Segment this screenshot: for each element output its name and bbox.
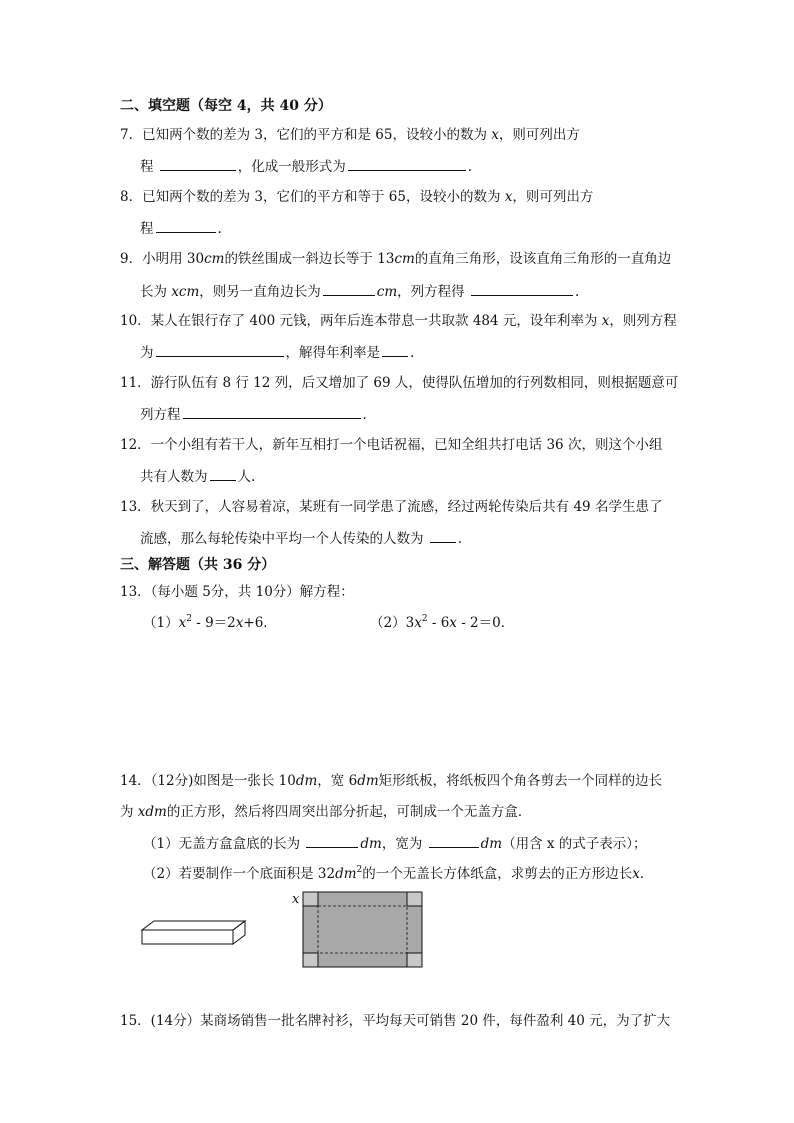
question-13-line-2 [140,529,462,548]
q14-answer-blank-width[interactable] [429,834,479,848]
q8-answer-blank[interactable] [156,219,216,233]
q14-p2-var-x: x [632,866,640,882]
q14-p2-a: （2）若要制作一个底面积是 32 [143,866,336,882]
q14-answer-blank-length[interactable] [306,834,358,848]
open-box-figure [138,918,248,948]
s13-p1-var-x: x [178,615,187,631]
q9-text-b: 的铁丝围成一斜边长等于 13 [224,251,395,267]
q11-text-c: . [362,407,367,423]
sheet-rectangle [303,892,422,967]
q9-unit-cm-3: cm [376,284,398,300]
q12-text-c: 人. [237,469,256,485]
question-7-line-2 [140,157,472,176]
section-2-heading: 二、填空题（每空 4，共 40 分） [120,98,332,114]
q9-var-xcm: xcm [171,284,200,300]
q7-text-e: . [467,159,473,175]
q10-text-a: 10．某人在银行存了 400 元钱，两年后连本带息一共取款 484 元，设年利率为 [120,313,598,329]
s13-p1-exponent: 2 [186,614,192,624]
question-10-line-2 [140,343,414,362]
question-14-part-1 [143,834,647,853]
question-10-line-1 [120,312,677,330]
corner-square-bottom-right [407,953,422,967]
s13-p2-exponent: 2 [421,614,428,624]
solve-13-part-2 [370,614,514,632]
q7-text-a: 7．已知两个数的差为 3，它们的平方和是 65，设较小的数为 [120,127,487,143]
question-8-line-1 [120,188,593,206]
s13-p2-mid: - 6 [427,615,450,631]
q10-text-c: 为 [140,345,154,361]
question-7-line-1 [120,126,580,144]
box-side-face [233,921,245,944]
s13-p2-var-x2: x [449,615,457,631]
s13-p2-end: - 2＝0． [456,615,515,631]
q7-answer-blank-2[interactable] [348,157,466,171]
q7-text-c: 程 [140,159,154,175]
corner-square-top-left [303,892,318,906]
q10-text-d: ，解得年利率是 [285,345,380,361]
s13-p1-var-x2: x [235,615,244,631]
s13-p1-pre: （1） [143,615,179,631]
q9-answer-blank-1[interactable] [323,282,375,296]
question-11-line-1 [120,374,678,392]
q9-text-a: 9．小明用 30 [120,251,205,267]
q10-answer-blank-2[interactable] [382,343,408,357]
solve-13-intro: 13．（每小题 5分，共 10分）解方程： [120,584,354,600]
box-top-rim [142,921,245,930]
q9-text-e: ，则另一直角边长为 [199,284,321,300]
q9-text-f: ，列方程得 [397,284,465,300]
s13-p2-var-x: x [414,615,422,631]
corner-square-bottom-left [303,953,318,967]
figure-x-label: x [292,892,300,907]
q14-unit-dm-4: dm [480,836,503,852]
q7-text-b: ，则可列出方 [498,127,580,143]
box-front-face [142,930,233,944]
q12-text-b: 共有人数为 [140,469,208,485]
s13-p1-end: +6． [243,615,277,631]
q13-text-c: . [457,531,463,547]
q9-answer-blank-2[interactable] [471,282,573,296]
q14-p1-c: （用含 x 的式子表示）； [502,836,647,852]
q10-text-e: . [410,345,415,361]
question-14-line-2 [120,803,531,821]
q9-unit-cm-2: cm [394,251,415,267]
q14-p2-b: 的一个无盖长方体纸盒，求剪去的正方形边长 [362,866,633,882]
cut-sheet-figure [302,891,424,969]
question-9-line-2 [140,282,579,301]
q10-text-b: ，则列方程 [609,313,677,329]
question-11-line-2 [140,405,367,424]
question-15-line-1: 15．(14分）某商场销售一批名牌衬衫，平均每天可销售 20 件，每件盈利 40 元，为了扩大 [120,1013,671,1029]
question-12-line-2 [140,467,255,486]
q13-text-a: 13．秋天到了，人容易着凉，某班有一同学患了流感，经过两轮传染后共有 49 名学生患了 [120,499,663,515]
question-14-part-2 [143,865,653,883]
q11-text-b: 列方程 [140,407,181,423]
q14-text-b: ，宽 6 [317,773,358,789]
q14-text-d: 为 [120,804,138,820]
q14-var-xdm: xdm [137,804,167,820]
question-13-line-1 [120,498,662,516]
q10-answer-blank-1[interactable] [156,343,284,357]
q14-p2-c: ． [639,866,654,882]
q14-unit-dm-2: dm [357,773,379,789]
q9-unit-cm-1: cm [204,251,225,267]
q12-answer-blank[interactable] [210,467,236,481]
q14-text-c: 矩形纸板，将纸板四个角各剪去一个同样的边长 [378,773,663,789]
q7-answer-blank-1[interactable] [160,157,236,171]
s13-p2-pre: （2）3 [370,615,415,631]
section-3-heading: 三、解答题（共 36 分） [120,557,276,573]
q11-text-a: 11．游行队伍有 8 行 12 列，后又增加了 69 人，使得队伍增加的行列数相同，则根据题意可 [120,375,679,391]
q11-answer-blank[interactable] [183,405,361,419]
q8-text-a: 8．已知两个数的差为 3，它们的平方和等于 65，设较小的数为 [120,189,501,205]
corner-square-top-right [407,892,422,906]
q14-text-e: 的正方形，然后将四周突出部分折起，可制成一个无盖方盒． [166,804,532,820]
q7-var-x: x [491,127,499,143]
q8-var-x: x [504,189,513,205]
q7-text-d: ，化成一般形式为 [237,159,346,175]
q14-p1-b: ，宽为 [381,836,423,852]
q9-text-g: . [574,284,580,300]
s13-p1-rest: - 9＝2 [191,615,236,631]
question-12-line-1 [120,436,662,454]
q14-unit-dm-3: dm [360,836,382,852]
q14-unit-dm-1: dm [295,773,318,789]
q12-text-a: 12．一个小组有若干人，新年互相打一个电话祝福，已知全组共打电话 36 次，则这个小组 [120,437,663,453]
q8-text-b: ，则可列出方 [512,189,594,205]
question-8-line-2 [140,219,222,238]
q14-p1-a: （1）无盖方盒盒底的长为 [143,836,301,852]
q9-text-d: 长为 [140,284,167,300]
q9-text-c: 的直角三角形，设该直角三角形的一直角边 [414,251,672,267]
q8-text-d: . [217,221,222,237]
question-14-line-1 [120,772,662,790]
q13-text-b: 流感，那么每轮传染中平均一个人传染的人数为 [140,531,424,547]
q10-var-x: x [601,313,610,329]
q14-unit-dm-5: dm [335,866,357,882]
solve-13-part-1 [143,614,277,632]
question-9-line-1 [120,250,671,268]
q14-text-a: 14．（12分)如图是一张长 10 [120,773,296,789]
q14-p2-exponent: 2 [356,865,363,875]
q13-answer-blank[interactable] [430,529,456,543]
q8-text-c: 程 [140,221,154,237]
